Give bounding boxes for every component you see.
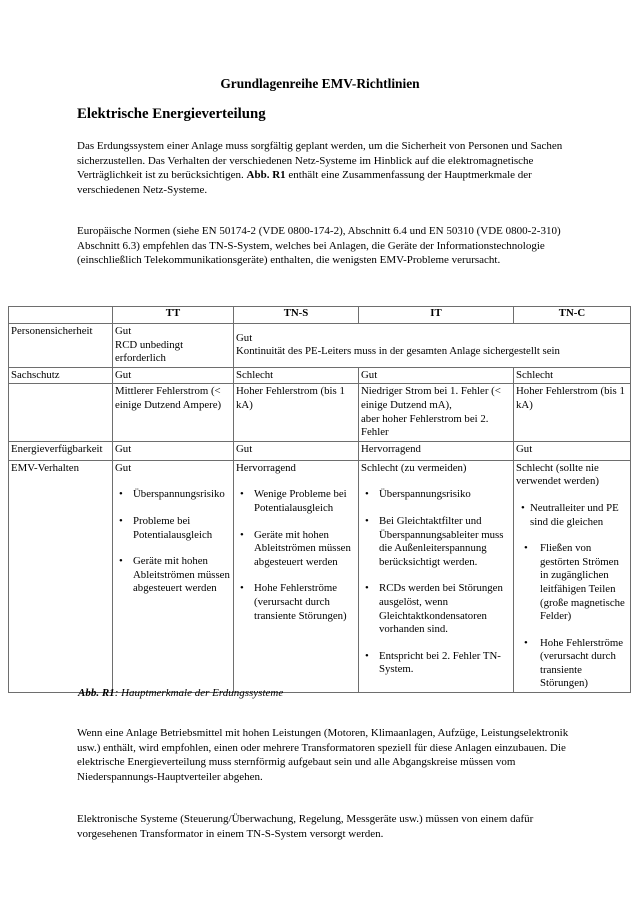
list-item xyxy=(516,637,627,691)
paragraph-elektronische-systeme: Elektronische Systeme (Steuerung/Überwachung, Regelung, Messgeräte usw.) müssen von einem dafür vorgesehenen Transformator in einem TN-S-System versorgt werden. xyxy=(77,813,534,840)
cell-line: aber hoher Fehlerstrom bei 2. Fehler xyxy=(361,412,489,439)
cell-emv-tns xyxy=(234,460,359,692)
list-item-text: Neutralleiter und PE sind die gleichen xyxy=(530,501,619,528)
paragraph-intro-text-after: enthält eine Zusammenfassung der Hauptmerkmale der verschiedenen Netz-Systeme. xyxy=(77,169,532,196)
list-item-text: Probleme bei Potentialausgleich xyxy=(133,514,213,541)
cell-emv-tnc xyxy=(514,460,631,692)
rating: Schlecht (zu vermeiden) xyxy=(361,461,467,474)
bullet-icon: • xyxy=(365,582,369,595)
list-item-text: Hohe Fehlerströme (verursacht durch transiente Störungen) xyxy=(254,582,347,622)
row-emv-verhalten xyxy=(9,460,631,692)
list-item xyxy=(361,650,510,677)
cell-note: Kontinuität des PE-Leiters muss in der gesamten Anlage sichergestellt sein xyxy=(236,345,560,358)
bullet-icon: • xyxy=(240,528,244,541)
cell-energie-tnc: Gut xyxy=(514,441,631,460)
list-item-text: Entspricht bei 2. Fehler TN-System. xyxy=(379,649,501,676)
cell-emv-tt xyxy=(113,460,234,692)
cell-fehlerstrom-tns: Hoher Fehlerstrom (bis 1 kA) xyxy=(234,384,359,441)
list-item xyxy=(236,582,355,623)
row-label-energieverfuegbarkeit: Energieverfügbarkeit xyxy=(9,441,113,460)
row-fehlerstrom xyxy=(9,384,631,441)
cell-note: RCD unbedingt erforderlich xyxy=(115,338,184,365)
list-item-text: Bei Gleichtaktfilter und Überspannungsableiter muss die Außenleiterspannung berücksichtigt werden. xyxy=(379,514,504,568)
grounding-systems-table xyxy=(8,306,631,693)
bullet-icon: • xyxy=(365,488,369,501)
list-item xyxy=(361,582,510,636)
figure-caption-label: Abb. R1 xyxy=(78,687,115,699)
row-energieverfuegbarkeit xyxy=(9,441,631,460)
paragraph-transformatoren: Wenn eine Anlage Betriebsmittel mit hohen Leistungen (Motoren, Klimaanlagen, Aufzüge, Leistungselektronik usw.) enthält, wird empfohlen, einen oder mehrere Transformatoren speziell für diese Anlagen einzubauen. Die elektrische Energieverteilung muss sternförmig aufgebaut sein und alle Abgangskreise müssen vom Niederspannungs-Hauptverteiler abgehen. xyxy=(77,727,569,783)
list-item-text: RCDs werden bei Störungen ausgelöst, wenn Gleichtaktkondensatoren vorhanden sind. xyxy=(379,582,503,636)
bullet-icon: • xyxy=(365,514,369,527)
list-item xyxy=(361,488,510,502)
list-item-text: Fließen von gestörten Strömen in zugänglichen leitfähigen Teilen (große magnetische Felder) xyxy=(540,542,625,623)
paragraph-intro-text: Das Erdungssystem einer Anlage muss sorgfältig geplant werden, um die Sicherheit von Personen und Sachen sicherzustellen. Das Verhalten der verschiedenen Netz-Systeme im Hinblick auf die elektromagnetische Verträglichkeit ist zu berücksichtigen. xyxy=(77,140,563,182)
header-cell-it: IT xyxy=(359,307,514,324)
section-heading: Elektrische Energieverteilung xyxy=(77,106,266,122)
rating: Gut xyxy=(115,461,132,474)
row-label-personensicherheit: Personensicherheit xyxy=(9,324,113,368)
bullet-icon: • xyxy=(521,501,525,514)
list-item xyxy=(516,542,627,624)
row-label-fehlerstrom-empty xyxy=(9,384,113,441)
cell-sachschutz-tt: Gut xyxy=(113,367,234,384)
rating: Hervorragend xyxy=(236,461,296,474)
list-item-text: Geräte mit hohen Ableitströmen müssen abgesteuert werden xyxy=(133,555,230,595)
bullet-icon: • xyxy=(365,649,369,662)
cell-energie-it: Hervorragend xyxy=(359,441,514,460)
row-sachschutz xyxy=(9,367,631,384)
list-item xyxy=(236,529,355,570)
paragraph-normen: Europäische Normen (siehe EN 50174-2 (VDE 0800-174-2), Abschnitt 6.4 und EN 50310 (VDE 0800-2-310) Abschnitt 6.3) empfehlen das TN-S-System, welches bei Anlagen, die Geräte der Informationstechnologie (einschließlich Telekommunikationsgeräte) enthalten, die wenigsten EMV-Probleme verursacht. xyxy=(77,225,561,267)
cell-sachschutz-tnc: Schlecht xyxy=(514,367,631,384)
cell-emv-it xyxy=(359,460,514,692)
cell-value: Gut xyxy=(236,331,253,344)
row-label-emv: EMV-Verhalten xyxy=(9,460,113,692)
bullet-icon: • xyxy=(240,582,244,595)
row-personensicherheit xyxy=(9,324,631,368)
list-item xyxy=(361,515,510,569)
header-cell-empty xyxy=(9,307,113,324)
rating: Schlecht (sollte nie verwendet werden) xyxy=(516,461,600,488)
cell-personensicherheit-tt xyxy=(113,324,234,368)
cell-fehlerstrom-tnc: Hoher Fehlerstrom (bis 1 kA) xyxy=(514,384,631,441)
list-item xyxy=(516,502,627,529)
list-item xyxy=(115,515,230,542)
bullet-icon: • xyxy=(119,514,123,527)
bullet-icon: • xyxy=(524,636,528,649)
bullet-icon: • xyxy=(240,488,244,501)
row-label-sachschutz: Sachschutz xyxy=(9,367,113,384)
bullet-icon: • xyxy=(119,555,123,568)
header-cell-tt: TT xyxy=(113,307,234,324)
list-item xyxy=(115,488,230,502)
paragraph-intro xyxy=(77,139,569,197)
cell-energie-tns: Gut xyxy=(234,441,359,460)
header-cell-tnc: TN-C xyxy=(514,307,631,324)
cell-personensicherheit-merged xyxy=(234,324,631,368)
document-title: Grundlagenreihe EMV-Richtlinien xyxy=(220,76,420,91)
cell-energie-tt: Gut xyxy=(113,441,234,460)
figure-reference: Abb. R1 xyxy=(246,169,286,182)
figure-caption-text: : Hauptmerkmale der Erdungssysteme xyxy=(114,687,284,699)
list-item-text: Überspannungsrisiko xyxy=(133,488,225,501)
bullet-icon: • xyxy=(524,542,528,555)
list-item-text: Überspannungsrisiko xyxy=(379,488,471,501)
list-item-text: Wenige Probleme bei Potentialausgleich xyxy=(254,488,347,514)
list-item xyxy=(115,555,230,596)
figure-caption xyxy=(78,686,283,700)
cell-fehlerstrom-it xyxy=(359,384,514,441)
cell-sachschutz-tns: Schlecht xyxy=(234,367,359,384)
cell-sachschutz-it: Gut xyxy=(359,367,514,384)
list-item-text: Geräte mit hohen Ableitströmen müssen abgesteuert werden xyxy=(254,528,351,568)
cell-fehlerstrom-tt: Mittlerer Fehlerstrom (< einige Dutzend Ampere) xyxy=(113,384,234,441)
cell-line: Niedriger Strom bei 1. Fehler (< einige Dutzend mA), xyxy=(361,385,501,411)
header-cell-tns: TN-S xyxy=(234,307,359,324)
table-header-row xyxy=(9,307,631,324)
list-item xyxy=(236,488,355,515)
list-item-text: Hohe Fehlerströme (verursacht durch transiente Störungen) xyxy=(540,636,624,690)
bullet-icon: • xyxy=(119,488,123,501)
cell-value: Gut xyxy=(115,325,132,337)
